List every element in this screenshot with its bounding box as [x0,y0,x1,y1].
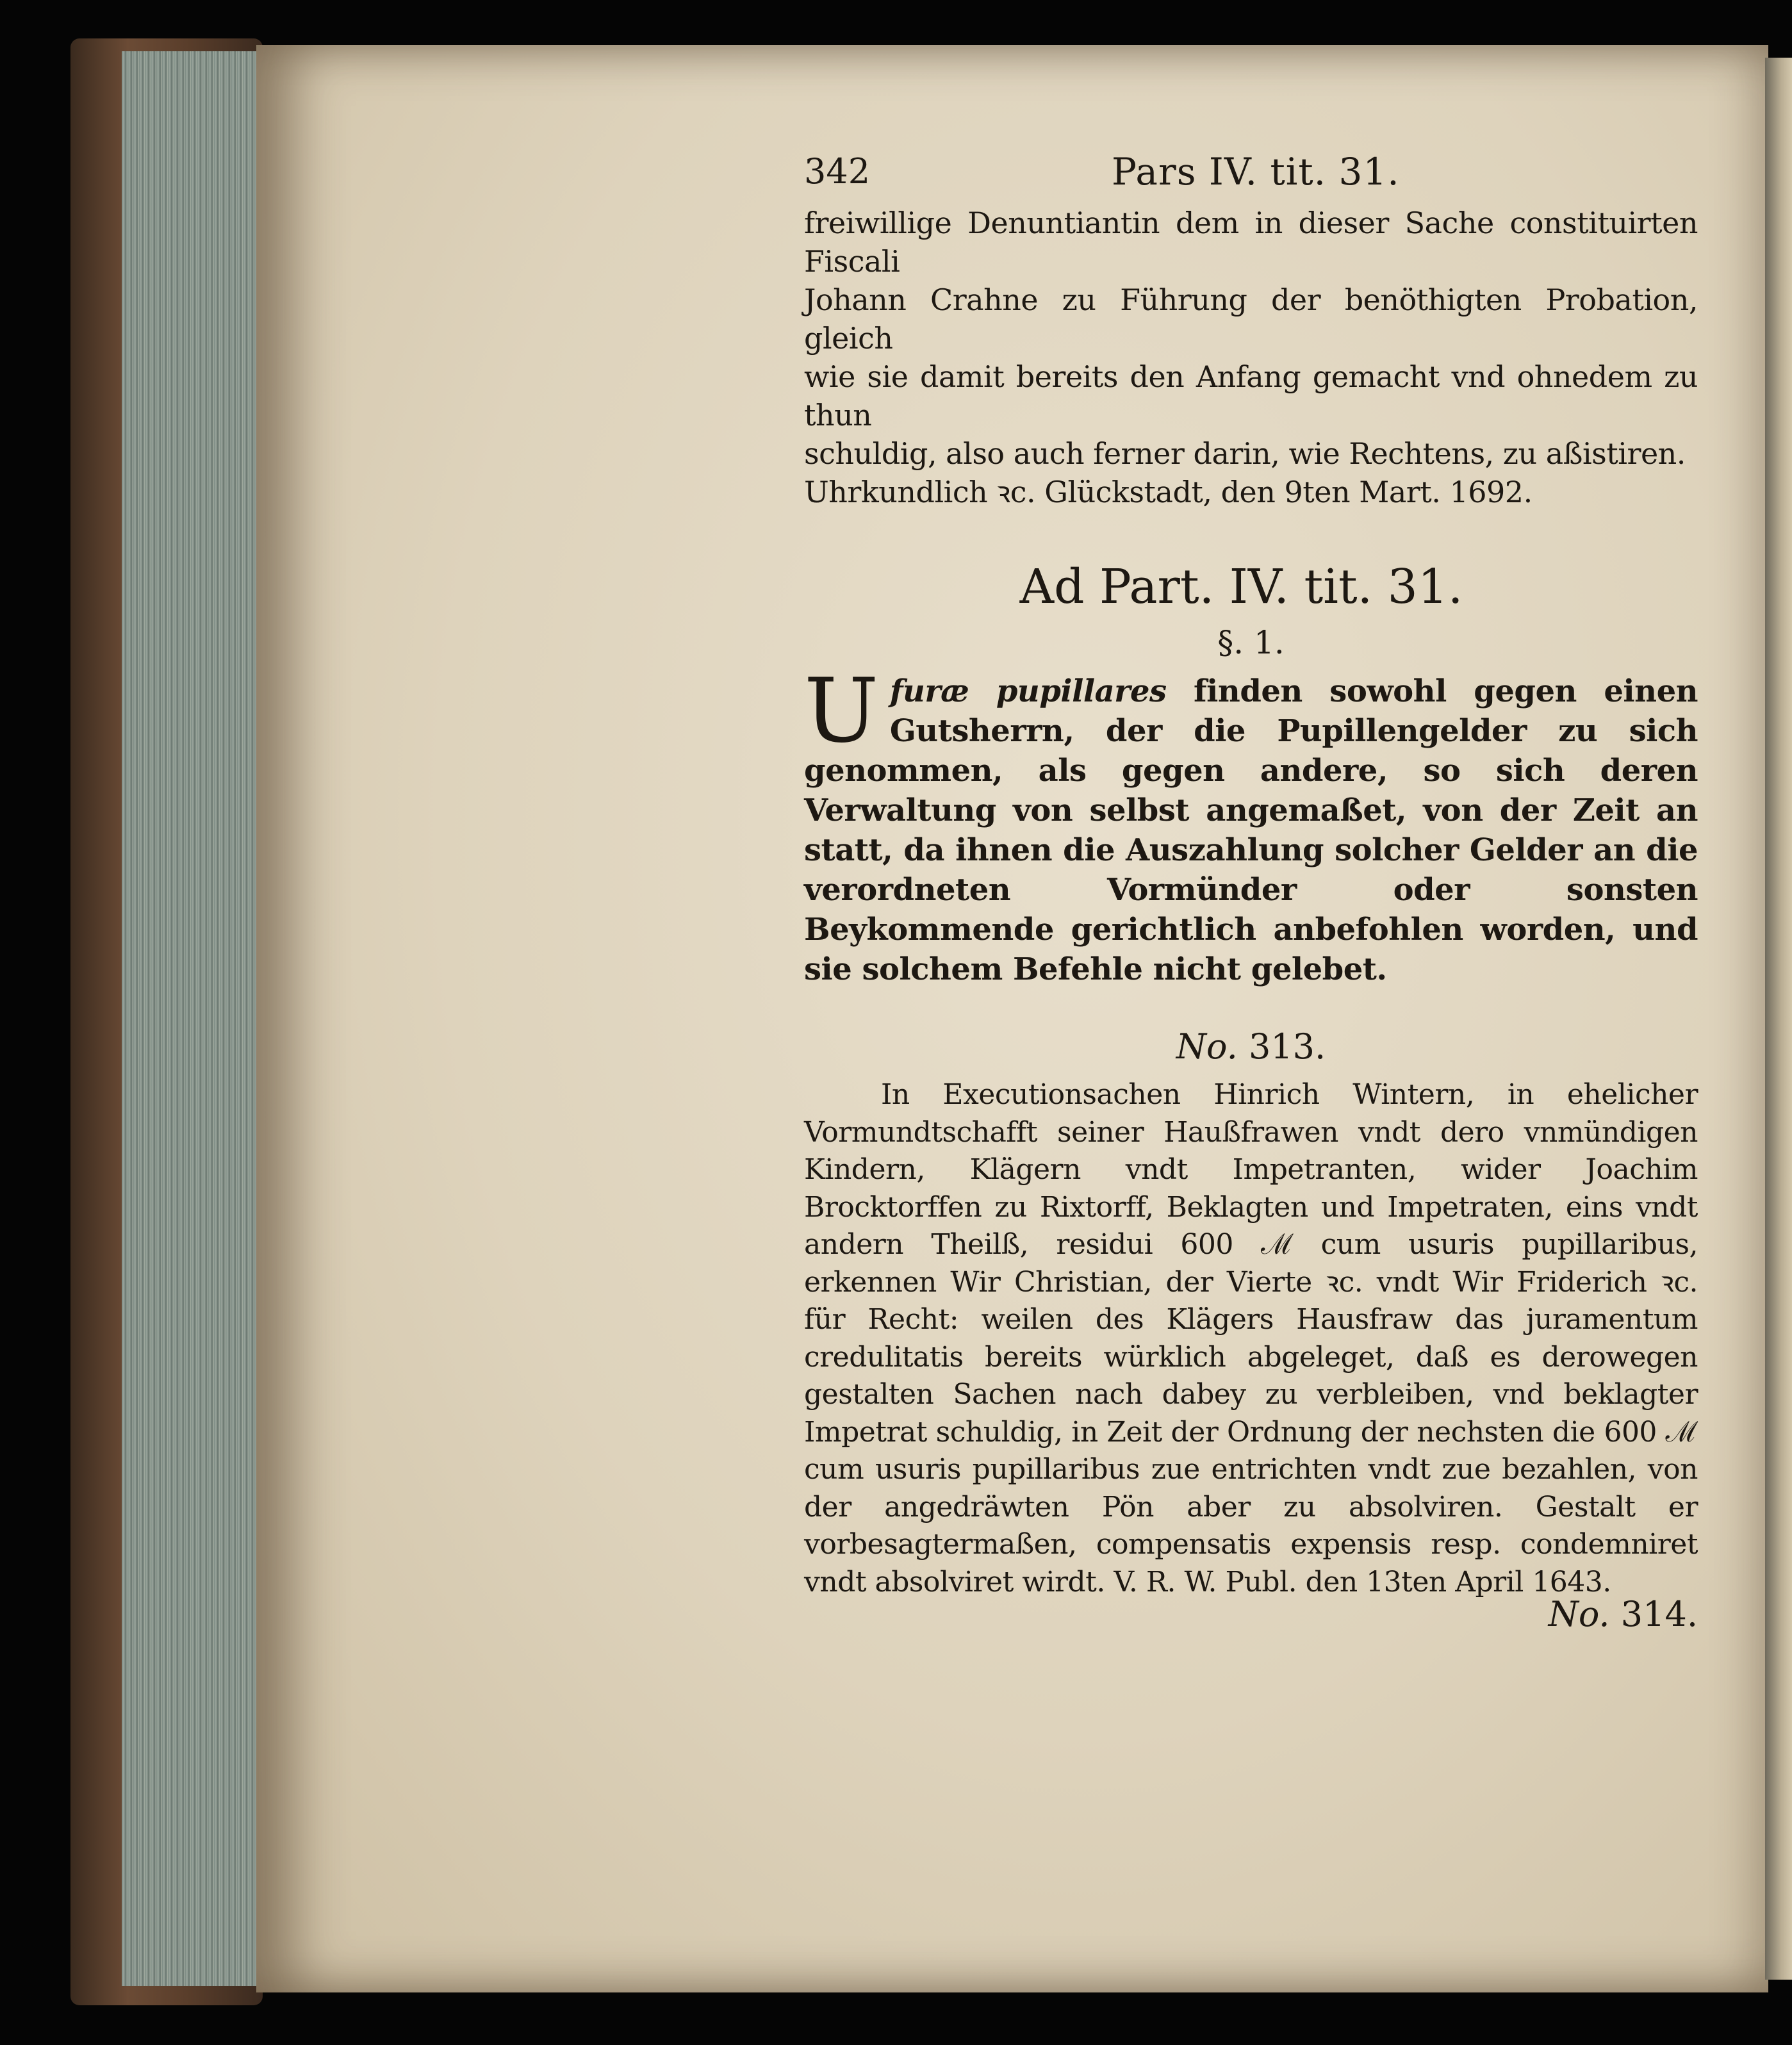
section-summary [804,659,1698,989]
text-line: freiwillige Denuntiantin dem in dieser Sache constituirten Fiscali [804,206,1698,279]
catchword-value: 314. [1620,1594,1698,1634]
summary-text: finden sowohl gegen einen Gutsherrn, der die Pupillengelder zu sich genommen, als gegen andere, so sich deren Verwaltung von selbst angemaßet, von der Zeit an statt, da ihnen die Auszahlung solcher Gelder an die verordneten Vormünder oder sonsten Beykommende gerichtlich anbefohlen worden, und sie solchem Befehle nicht gelebet. [804,673,1698,987]
page-header [804,140,1698,204]
catchword-label: No. [1548,1594,1610,1634]
page-number: 342 [804,151,871,192]
paragraph-mark: §. 1. [1217,624,1285,661]
case-number [804,1021,1698,1072]
text-line: Uhrkundlich ꝛc. Glückstadt, den 9ten Mart. 1692. [804,475,1533,509]
text-line: wie sie damit bereits den Anfang gemacht vnd ohnedem zu thun [804,359,1698,432]
text-line: schuldig, also auch ferner darin, wie Rechtens, zu aßistiren. [804,436,1686,471]
decision-text [804,1076,1698,1601]
running-head: Pars IV. tit. 31. [1112,150,1400,193]
continuation-text [804,204,1698,511]
page-edges [122,51,275,1986]
section-title: Ad Part. IV. tit. 31. [1019,559,1463,614]
text-line: Johann Crahne zu Führung der benöthigten Probation, gleich [804,283,1698,356]
drop-cap: U [804,659,878,762]
summary-lead: furæ pupillares [889,673,1167,709]
facing-page-edge [1765,58,1792,1980]
decision-paragraph: In Executionsachen Hinrich Wintern, in ehelicher Vormundtschafft seiner Haußfrawen vndt dero vnmündigen Kindern, Klägern vndt Impetranten, wider Joachim Brocktorffen zu Rixtorff, Beklagten und Impetraten, eins vndt andern Theilß, residui 600 ℳ cum usuris pupillaribus, erkennen Wir Christian, der Vierte ꝛc. vndt Wir Friderich ꝛc. für Recht: weilen des Klägers Hausfraw das juramentum credulitatis bereits würklich abgeleget, daß es derowegen gestalten Sachen nach dabey zu verbleiben, vnd beklagter Impetrat schuldig, in Zeit der Ordnung der nechsten die 600 ℳ cum usuris pupillaribus zue entrichten vndt zue bezahlen, von der angedräwten Pön aber zu absolviren. Gestalt er vorbesagtermaßen, compensatis expensis resp. condemniret vndt absolviret wirdt. V. R. W. Publ. den 13ten April 1643. [804,1078,1698,1598]
case-number-value: 313. [1248,1026,1326,1067]
case-number-label: No. [1176,1026,1238,1067]
page-text-block [804,140,1698,1637]
